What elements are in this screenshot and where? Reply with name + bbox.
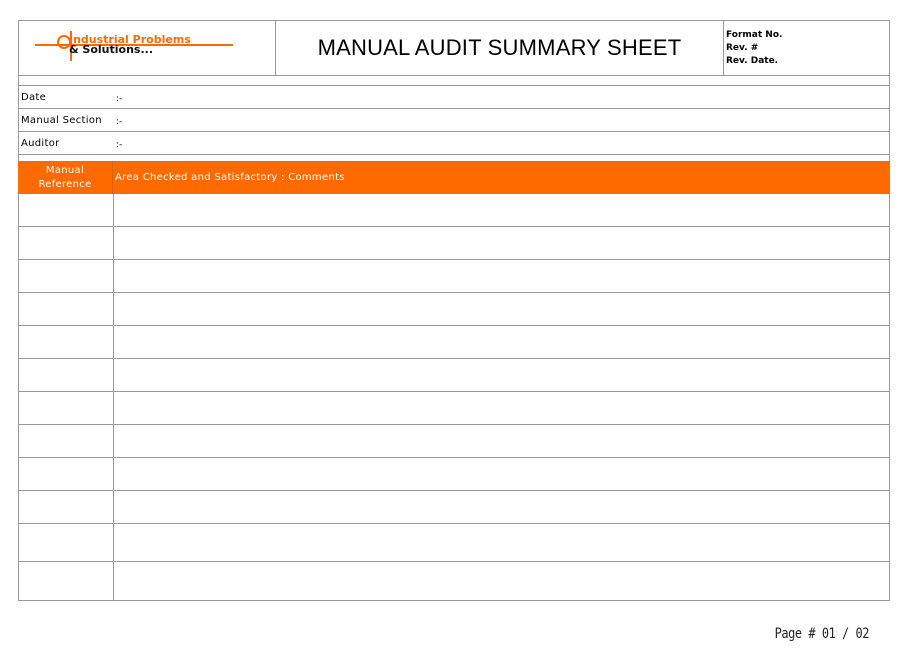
manual-reference-cell[interactable] (19, 425, 114, 457)
comment-cell[interactable] (114, 425, 889, 457)
table-header (18, 161, 890, 194)
table-row (19, 194, 889, 227)
comment-cell[interactable] (114, 194, 889, 226)
title-cell (276, 21, 724, 75)
table-row (19, 524, 889, 562)
manual-reference-cell[interactable] (19, 293, 114, 325)
rev-date-label: Rev. Date. (726, 56, 779, 66)
table-row (19, 458, 889, 491)
comment-cell[interactable] (114, 293, 889, 325)
manual-reference-cell[interactable] (19, 524, 114, 561)
table-row (19, 260, 889, 293)
manual-reference-cell[interactable] (19, 491, 114, 523)
manual-section-row[interactable] (18, 109, 890, 132)
manual-section-separator: :- (116, 117, 123, 127)
logo-text-line2: & Solutions... (69, 43, 154, 56)
audit-table (18, 194, 890, 601)
manual-section-label: Manual Section (21, 115, 102, 126)
date-separator: :- (116, 94, 123, 104)
auditor-separator: :- (116, 140, 123, 150)
sheet-header (18, 20, 890, 76)
logo-text-line1: Industrial Problems (69, 33, 191, 46)
comment-cell[interactable] (114, 562, 889, 600)
manual-reference-cell[interactable] (19, 562, 114, 600)
page-title: MANUAL AUDIT SUMMARY SHEET (317, 35, 682, 60)
date-label: Date (21, 92, 47, 103)
company-logo (19, 21, 276, 75)
manual-reference-cell[interactable] (19, 194, 114, 226)
page-number: Page # 01 / 02 (774, 626, 869, 642)
manual-reference-cell[interactable] (19, 359, 114, 391)
table-row (19, 562, 889, 600)
manual-reference-cell[interactable] (19, 260, 114, 292)
comment-cell[interactable] (114, 227, 889, 259)
manual-reference-cell[interactable] (19, 227, 114, 259)
manual-reference-cell[interactable] (19, 392, 114, 424)
comment-cell[interactable] (114, 392, 889, 424)
table-row (19, 326, 889, 359)
rev-no-label: Rev. # (726, 43, 759, 53)
comment-cell[interactable] (114, 359, 889, 391)
table-row (19, 227, 889, 260)
comment-cell[interactable] (114, 260, 889, 292)
auditor-label: Auditor (21, 138, 60, 149)
logo-text (69, 35, 191, 55)
comment-cell[interactable] (114, 524, 889, 561)
table-row (19, 293, 889, 326)
comment-cell[interactable] (114, 326, 889, 358)
comments-header: Area Checked and Satisfactory : Comments (115, 172, 345, 183)
date-row[interactable] (18, 86, 890, 109)
table-row (19, 392, 889, 425)
table-row (19, 491, 889, 524)
manual-reference-header: Manual Reference (18, 161, 113, 194)
auditor-row[interactable] (18, 132, 890, 155)
table-row (19, 425, 889, 458)
manual-reference-cell[interactable] (19, 326, 114, 358)
table-row (19, 359, 889, 392)
comment-cell[interactable] (114, 458, 889, 490)
header-spacer (18, 76, 890, 86)
format-info (724, 21, 889, 75)
format-no-label: Format No. (726, 30, 783, 40)
manual-reference-cell[interactable] (19, 458, 114, 490)
audit-sheet (18, 20, 890, 601)
comment-cell[interactable] (114, 491, 889, 523)
